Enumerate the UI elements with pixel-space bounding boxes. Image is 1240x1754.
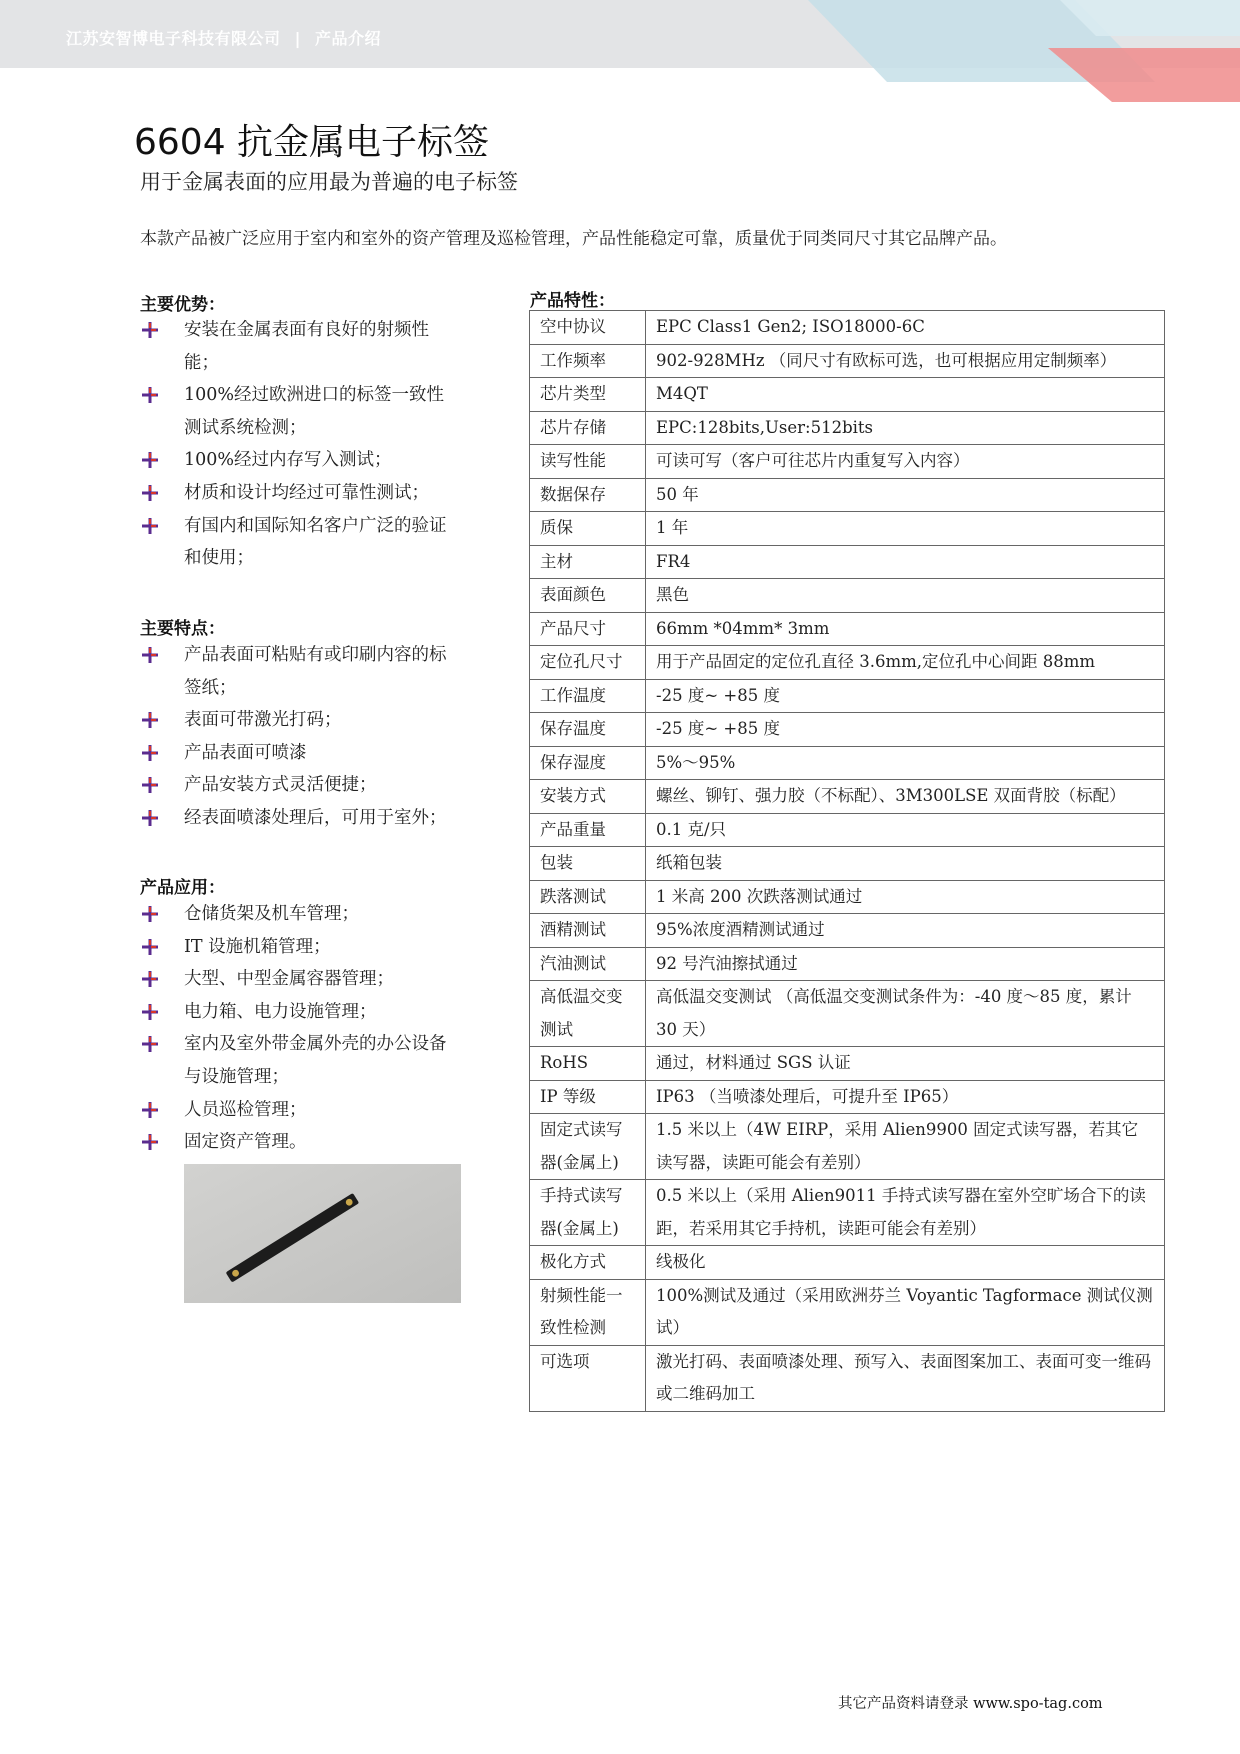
- spec-value: 902-928MHz （同尺寸有欧标可选，也可根据应用定制频率）: [646, 344, 1165, 378]
- table-row: [530, 746, 1165, 780]
- list-item-text: 固定资产管理。: [184, 1132, 307, 1153]
- spec-name: 产品重量: [530, 813, 646, 847]
- table-row: [530, 344, 1165, 378]
- table-row: [530, 311, 1165, 345]
- list-item-text: 100%经过内存写入测试；: [184, 450, 392, 471]
- list-item: [140, 769, 460, 802]
- list-item: [140, 379, 460, 444]
- bullet-icon: [142, 1134, 158, 1150]
- page-subtitle: 用于金属表面的应用最为普遍的电子标签: [140, 170, 518, 194]
- spec-value: IP63 （当喷漆处理后，可提升至 IP65）: [646, 1080, 1165, 1114]
- spec-name: 数据保存: [530, 478, 646, 512]
- applications-list: [140, 898, 460, 1159]
- spec-value: 黑色: [646, 579, 1165, 613]
- table-row: [530, 579, 1165, 613]
- bullet-icon: [142, 322, 158, 338]
- list-item: [140, 1126, 460, 1159]
- list-item: [140, 444, 460, 477]
- spec-name: 表面颜色: [530, 579, 646, 613]
- table-row: [530, 1345, 1165, 1411]
- table-row: [530, 679, 1165, 713]
- table-row: [530, 1180, 1165, 1246]
- table-row: [530, 880, 1165, 914]
- list-item-text: 100%经过欧洲进口的标签一致性测试系统检测；: [184, 385, 445, 438]
- table-row: [530, 612, 1165, 646]
- spec-name: 空中协议: [530, 311, 646, 345]
- product-photo: [184, 1164, 461, 1303]
- spec-value: 激光打码、表面喷漆处理、预写入、表面图案加工、表面可变一维码或二维码加工: [646, 1345, 1165, 1411]
- list-item-text: 仓储货架及机车管理；: [184, 904, 359, 924]
- list-item-text: 有国内和国际知名客户广泛的验证和使用；: [184, 515, 447, 569]
- spec-value: FR4: [646, 545, 1165, 579]
- spec-value: 1 米高 200 次跌落测试通过: [646, 880, 1165, 914]
- spec-name: 芯片类型: [530, 378, 646, 412]
- table-row: [530, 1279, 1165, 1345]
- spec-name: IP 等级: [530, 1080, 646, 1114]
- table-row: [530, 981, 1165, 1047]
- bullet-icon: [142, 387, 158, 403]
- advantages-list: [140, 314, 460, 575]
- table-row: [530, 847, 1165, 881]
- bullet-icon: [142, 777, 158, 793]
- spec-value: EPC Class1 Gen2; ISO18000-6C: [646, 311, 1165, 345]
- bullet-icon: [142, 647, 158, 663]
- bullet-icon: [142, 1004, 158, 1020]
- company-name: 江苏安智博电子科技有限公司: [66, 29, 281, 48]
- table-row: [530, 1246, 1165, 1280]
- table-row: [530, 780, 1165, 814]
- intro-paragraph: 本款产品被广泛应用于室内和室外的资产管理及巡检管理，产品性能稳定可靠，质量优于同类同尺寸其它品牌产品。: [140, 229, 1007, 249]
- list-item-text: 安装在金属表面有良好的射频性能；: [184, 320, 429, 373]
- spec-name: RoHS: [530, 1047, 646, 1081]
- table-row: [530, 445, 1165, 479]
- features-list: [140, 639, 460, 835]
- bullet-icon: [142, 971, 158, 987]
- bullet-icon: [142, 1102, 158, 1118]
- table-row: [530, 947, 1165, 981]
- header-separator: |: [294, 29, 301, 48]
- header-decoration: [0, 0, 1240, 110]
- spec-value: 线极化: [646, 1246, 1165, 1280]
- spec-value: 0.5 米以上（采用 Alien9011 手持式读写器在室外空旷场合下的读距，若采用其它手持机，读距可能会有差别）: [646, 1180, 1165, 1246]
- bullet-icon: [142, 452, 158, 468]
- list-item: [140, 477, 460, 510]
- list-item: [140, 963, 460, 996]
- table-row: [530, 713, 1165, 747]
- table-row: [530, 1047, 1165, 1081]
- header-title: [66, 26, 381, 49]
- table-row: [530, 512, 1165, 546]
- spec-name: 可选项: [530, 1345, 646, 1411]
- specs-heading: 产品特性：: [530, 291, 615, 311]
- list-item: [140, 931, 460, 964]
- section-name: 产品介绍: [315, 29, 382, 48]
- table-row: [530, 914, 1165, 948]
- spec-value: 用于产品固定的定位孔直径 3.6mm,定位孔中心间距 88mm: [646, 646, 1165, 680]
- spec-name: 读写性能: [530, 445, 646, 479]
- list-item: [140, 1094, 460, 1127]
- spec-value: 1 年: [646, 512, 1165, 546]
- spec-value: -25 度~ +85 度: [646, 679, 1165, 713]
- spec-value: 0.1 克/只: [646, 813, 1165, 847]
- table-row: [530, 1080, 1165, 1114]
- spec-name: 产品尺寸: [530, 612, 646, 646]
- specs-table: [529, 310, 1165, 1412]
- spec-name: 高低温交变测试: [530, 981, 646, 1047]
- spec-value: 92 号汽油擦拭通过: [646, 947, 1165, 981]
- list-item-text: 电力箱、电力设施管理；: [184, 1001, 377, 1022]
- spec-name: 工作频率: [530, 344, 646, 378]
- spec-name: 酒精测试: [530, 914, 646, 948]
- list-item: [140, 898, 460, 931]
- bullet-icon: [142, 712, 158, 728]
- list-item: [140, 510, 460, 575]
- spec-name: 主材: [530, 545, 646, 579]
- advantages-heading: 主要优势：: [140, 295, 225, 315]
- spec-value: 纸箱包装: [646, 847, 1165, 881]
- spec-value: 可读可写（客户可往芯片内重复写入内容）: [646, 445, 1165, 479]
- bullet-icon: [142, 485, 158, 501]
- spec-value: M4QT: [646, 378, 1165, 412]
- list-item-text: 人员巡检管理；: [184, 1099, 307, 1120]
- list-item-text: 产品安装方式灵活便捷；: [184, 775, 377, 796]
- spec-name: 保存湿度: [530, 746, 646, 780]
- spec-name: 射频性能一致性检测: [530, 1279, 646, 1345]
- spec-value: 95%浓度酒精测试通过: [646, 914, 1165, 948]
- list-item-text: 表面可带激光打码；: [184, 710, 342, 731]
- list-item-text: IT 设施机箱管理；: [184, 936, 331, 957]
- spec-value: 100%测试及通过（采用欧洲芬兰 Voyantic Tagformace 测试仪测试）: [646, 1279, 1165, 1345]
- list-item: [140, 1028, 460, 1093]
- spec-value: 1.5 米以上（4W EIRP，采用 Alien9900 固定式读写器，若其它读写器，读距可能会有差别）: [646, 1114, 1165, 1180]
- bullet-icon: [142, 939, 158, 955]
- spec-name: 质保: [530, 512, 646, 546]
- list-item-text: 材质和设计均经过可靠性测试；: [184, 482, 429, 503]
- spec-value: 5%～95%: [646, 746, 1165, 780]
- table-row: [530, 478, 1165, 512]
- bullet-icon: [142, 518, 158, 534]
- list-item-text: 室内及室外带金属外壳的办公设备与设施管理；: [184, 1034, 447, 1087]
- list-item-text: 产品表面可喷漆: [184, 742, 307, 763]
- table-row: [530, 813, 1165, 847]
- page-title: 6604 抗金属电子标签: [134, 122, 490, 163]
- spec-value: EPC:128bits,User:512bits: [646, 411, 1165, 445]
- list-item-text: 经表面喷漆处理后，可用于室外；: [184, 807, 447, 828]
- spec-value: 螺丝、铆钉、强力胶（不标配）、3M300LSE 双面背胶（标配）: [646, 780, 1165, 814]
- applications-heading: 产品应用：: [140, 878, 225, 898]
- spec-name: 保存温度: [530, 713, 646, 747]
- spec-value: 高低温交变测试 （高低温交变测试条件为：-40 度～85 度，累计 30 天）: [646, 981, 1165, 1047]
- spec-value: 66mm *04mm* 3mm: [646, 612, 1165, 646]
- spec-name: 固定式读写器(金属上): [530, 1114, 646, 1180]
- table-row: [530, 1114, 1165, 1180]
- table-row: [530, 646, 1165, 680]
- bullet-icon: [142, 906, 158, 922]
- spec-value: 通过，材料通过 SGS 认证: [646, 1047, 1165, 1081]
- spec-name: 安装方式: [530, 780, 646, 814]
- spec-name: 包装: [530, 847, 646, 881]
- spec-name: 手持式读写器(金属上): [530, 1180, 646, 1246]
- list-item-text: 大型、中型金属容器管理；: [184, 969, 394, 990]
- spec-value: -25 度~ +85 度: [646, 713, 1165, 747]
- list-item: [140, 802, 460, 835]
- spec-name: 跌落测试: [530, 880, 646, 914]
- features-heading: 主要特点：: [140, 619, 225, 639]
- table-row: [530, 411, 1165, 445]
- list-item: [140, 639, 460, 704]
- list-item-text: 产品表面可粘贴有或印刷内容的标签纸；: [184, 645, 447, 698]
- bullet-icon: [142, 1036, 158, 1052]
- list-item: [140, 737, 460, 770]
- spec-value: 50 年: [646, 478, 1165, 512]
- spec-name: 定位孔尺寸: [530, 646, 646, 680]
- table-row: [530, 378, 1165, 412]
- spec-name: 工作温度: [530, 679, 646, 713]
- bullet-icon: [142, 745, 158, 761]
- list-item: [140, 314, 460, 379]
- table-row: [530, 545, 1165, 579]
- bullet-icon: [142, 810, 158, 826]
- spec-name: 芯片存储: [530, 411, 646, 445]
- spec-name: 汽油测试: [530, 947, 646, 981]
- list-item: [140, 704, 460, 737]
- footer-website: 其它产品资料请登录 www.spo-tag.com: [838, 1696, 1103, 1712]
- spec-name: 极化方式: [530, 1246, 646, 1280]
- list-item: [140, 996, 460, 1029]
